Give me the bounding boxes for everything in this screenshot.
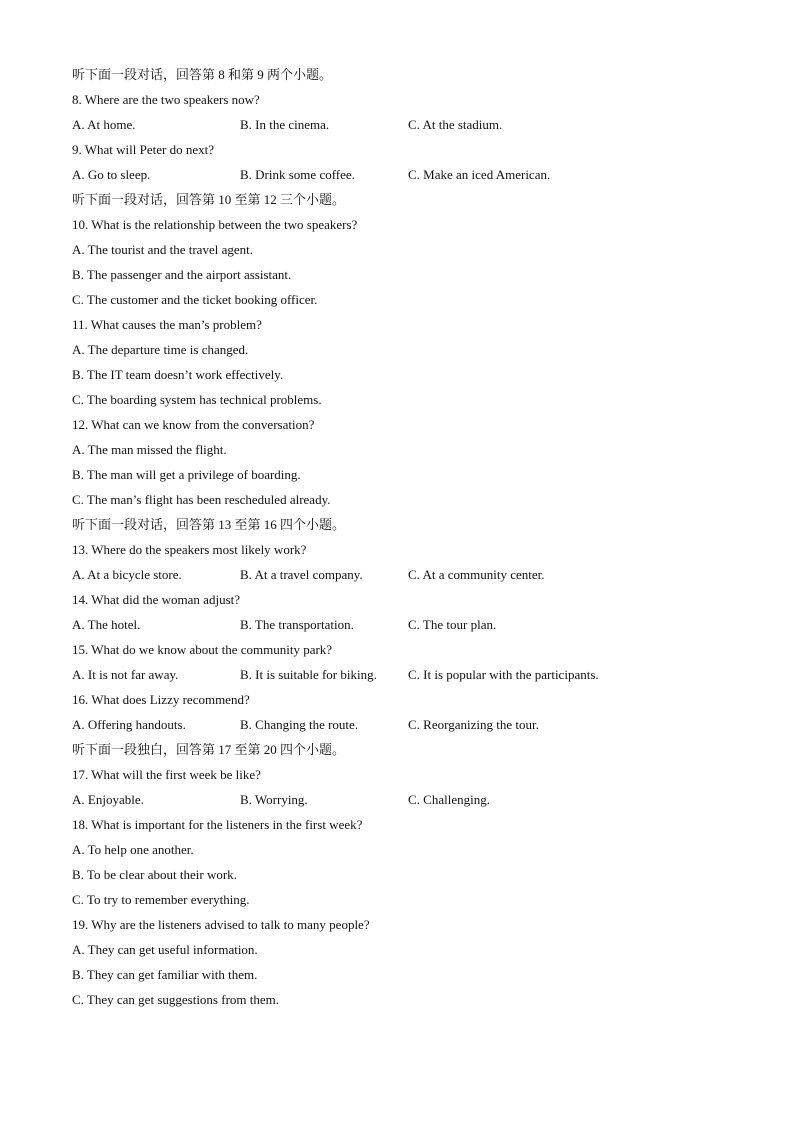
option-c: C. To try to remember everything.: [72, 892, 250, 907]
option-a: A. Offering handouts.: [72, 717, 186, 732]
question-17: 17. What will the first week be like?: [72, 767, 261, 782]
option-b: B. In the cinema.: [240, 117, 330, 132]
option-b: B. The IT team doesn’t work effectively.: [72, 367, 284, 382]
option-b: B. To be clear about their work.: [72, 867, 237, 882]
option-a: A. The departure time is changed.: [72, 342, 249, 357]
option-c: C. Challenging.: [408, 792, 490, 807]
section-instruction: 听下面一段对话，回答第 13 至第 16 四个小题。: [72, 517, 346, 532]
option-b: B. It is suitable for biking.: [240, 667, 377, 682]
option-a: A. At home.: [72, 117, 136, 132]
option-b: B. The man will get a privilege of boarding.: [72, 467, 301, 482]
option-c: C. The man’s flight has been rescheduled already.: [72, 492, 331, 507]
question-14: 14. What did the woman adjust?: [72, 592, 241, 607]
option-a: A. The tourist and the travel agent.: [72, 242, 253, 257]
option-c: C. They can get suggestions from them.: [72, 992, 280, 1007]
question-9: 9. What will Peter do next?: [72, 142, 215, 157]
option-c: C. The customer and the ticket booking officer.: [72, 292, 318, 307]
option-c: C. Reorganizing the tour.: [408, 717, 539, 732]
option-a: A. It is not far away.: [72, 667, 179, 682]
options-row-9: [72, 162, 762, 187]
option-c: C. The tour plan.: [408, 617, 497, 632]
option-a: A. The man missed the flight.: [72, 442, 227, 457]
options-row-15: [72, 662, 762, 687]
option-b: B. At a travel company.: [240, 567, 363, 582]
option-b: B. Drink some coffee.: [240, 167, 355, 182]
option-b: B. The transportation.: [240, 617, 354, 632]
option-a: A. They can get useful information.: [72, 942, 258, 957]
section-instruction: 听下面一段对话，回答第 10 至第 12 三个小题。: [72, 192, 346, 207]
option-a: A. Go to sleep.: [72, 167, 151, 182]
option-a: A. The hotel.: [72, 617, 141, 632]
option-a: A. To help one another.: [72, 842, 194, 857]
question-15: 15. What do we know about the community park?: [72, 642, 333, 657]
question-11: 11. What causes the man’s problem?: [72, 317, 262, 332]
section-instruction: 听下面一段独白，回答第 17 至第 20 四个小题。: [72, 742, 346, 757]
option-c: C. It is popular with the participants.: [408, 667, 599, 682]
question-13: 13. Where do the speakers most likely work?: [72, 542, 307, 557]
exam-page: [72, 62, 762, 1012]
question-16: 16. What does Lizzy recommend?: [72, 692, 250, 707]
option-b: B. Worrying.: [240, 792, 308, 807]
option-b: B. Changing the route.: [240, 717, 359, 732]
options-row-8: [72, 112, 762, 137]
option-b: B. They can get familiar with them.: [72, 967, 258, 982]
option-b: B. The passenger and the airport assistant.: [72, 267, 292, 282]
options-row-13: [72, 562, 762, 587]
question-19: 19. Why are the listeners advised to talk to many people?: [72, 917, 370, 932]
question-10: 10. What is the relationship between the two speakers?: [72, 217, 358, 232]
option-c: C. At a community center.: [408, 567, 545, 582]
option-a: A. Enjoyable.: [72, 792, 144, 807]
question-18: 18. What is important for the listeners in the first week?: [72, 817, 363, 832]
option-c: C. At the stadium.: [408, 117, 503, 132]
question-12: 12. What can we know from the conversation?: [72, 417, 315, 432]
option-c: C. Make an iced American.: [408, 167, 551, 182]
question-8: 8. Where are the two speakers now?: [72, 92, 260, 107]
options-row-17: [72, 787, 762, 812]
options-row-14: [72, 612, 762, 637]
option-a: A. At a bicycle store.: [72, 567, 182, 582]
option-c: C. The boarding system has technical problems.: [72, 392, 322, 407]
options-row-16: [72, 712, 762, 737]
section-instruction: 听下面一段对话，回答第 8 和第 9 两个小题。: [72, 67, 333, 82]
